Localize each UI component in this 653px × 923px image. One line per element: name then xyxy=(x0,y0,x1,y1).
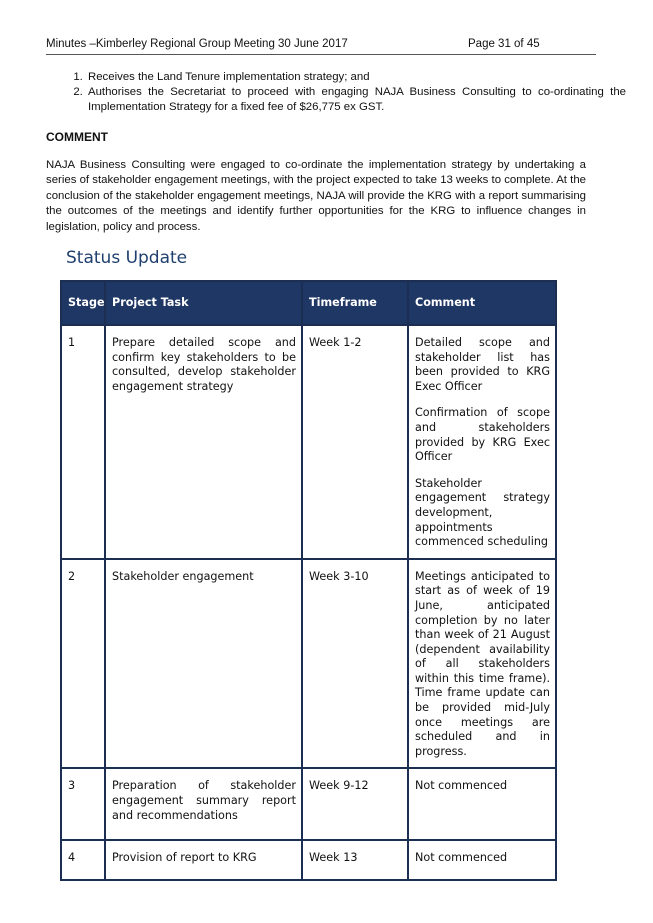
table-header-row xyxy=(61,281,556,325)
comment-cell xyxy=(408,840,556,880)
stage-cell: 1 xyxy=(61,325,105,559)
resolution-item: 1. Receives the Land Tenure implementation strategy; and xyxy=(86,70,626,85)
timeframe-cell: Week 9-12 xyxy=(302,768,408,840)
column-header-timeframe: Timeframe xyxy=(302,281,408,325)
stage-cell: 4 xyxy=(61,840,105,880)
comment-text: Confirmation of scope and stakeholders provided by KRG Exec Officer xyxy=(415,406,550,464)
comment-text: Detailed scope and stakeholder list has been provided to KRG Exec Officer xyxy=(415,336,550,393)
column-header-task: Project Task xyxy=(105,281,302,325)
table-row xyxy=(61,840,556,880)
comment-paragraph: NAJA Business Consulting were engaged to co-ordinate the implementation strategy by undertaking a series of stakeholder engagement meetings, with the project expected to take 13 weeks to complete. At the conclusion of the stakeholder engagement meetings, NAJA will provide the KRG with a report summarising the outcomes of the meetings and identify further opportunities for the KRG to influence changes in legislation, policy and process. xyxy=(46,159,586,233)
column-header-stage: Stage xyxy=(61,281,105,325)
timeframe-cell: Week 1-2 xyxy=(302,325,408,559)
comment-text: Not commenced xyxy=(415,851,508,865)
comment-cell xyxy=(408,768,556,840)
page-number: Page 31 of 45 xyxy=(468,38,540,50)
task-cell: Preparation of stakeholder engagement summary report and recommendations xyxy=(105,768,302,840)
header-title: Minutes –Kimberley Regional Group Meeting 30 June 2017 xyxy=(46,38,348,50)
task-cell: Prepare detailed scope and confirm key stakeholders to be consulted, develop stakeholder engagement strategy xyxy=(105,325,302,559)
task-cell: Provision of report to KRG xyxy=(105,840,302,880)
page-header xyxy=(46,38,596,55)
status-table-container xyxy=(60,280,557,881)
table-row xyxy=(61,768,556,840)
resolution-item: 2. Authorises the Secretariat to proceed with engaging NAJA Business Consulting to co-ordinating the Implementation Strategy for a fixed fee of $26,775 ex GST. xyxy=(86,85,626,115)
task-cell: Stakeholder engagement xyxy=(105,559,302,769)
comment-text: Not commenced xyxy=(415,779,508,793)
column-header-comment: Comment xyxy=(408,281,556,325)
status-update-title: Status Update xyxy=(66,248,188,268)
stage-cell: 3 xyxy=(61,768,105,840)
table-row xyxy=(61,559,556,769)
status-table xyxy=(60,280,557,881)
timeframe-cell: Week 3-10 xyxy=(302,559,408,769)
table-row xyxy=(61,325,556,559)
stage-cell: 2 xyxy=(61,559,105,769)
timeframe-cell: Week 13 xyxy=(302,840,408,880)
comment-text: Meetings anticipated to start as of week of 19 June, anticipated completion by no later than week of 21 August (dependent availability of all stakeholders within this time frame). Time frame update can be provided mid-July once meetings are scheduled and in progress. xyxy=(415,569,550,758)
comment-cell xyxy=(408,325,556,559)
comment-heading: COMMENT xyxy=(46,130,108,144)
comment-cell xyxy=(408,559,556,769)
comment-text: Stakeholder engagement strategy development, appointments commenced scheduling xyxy=(415,476,550,549)
resolution-list xyxy=(46,70,626,115)
